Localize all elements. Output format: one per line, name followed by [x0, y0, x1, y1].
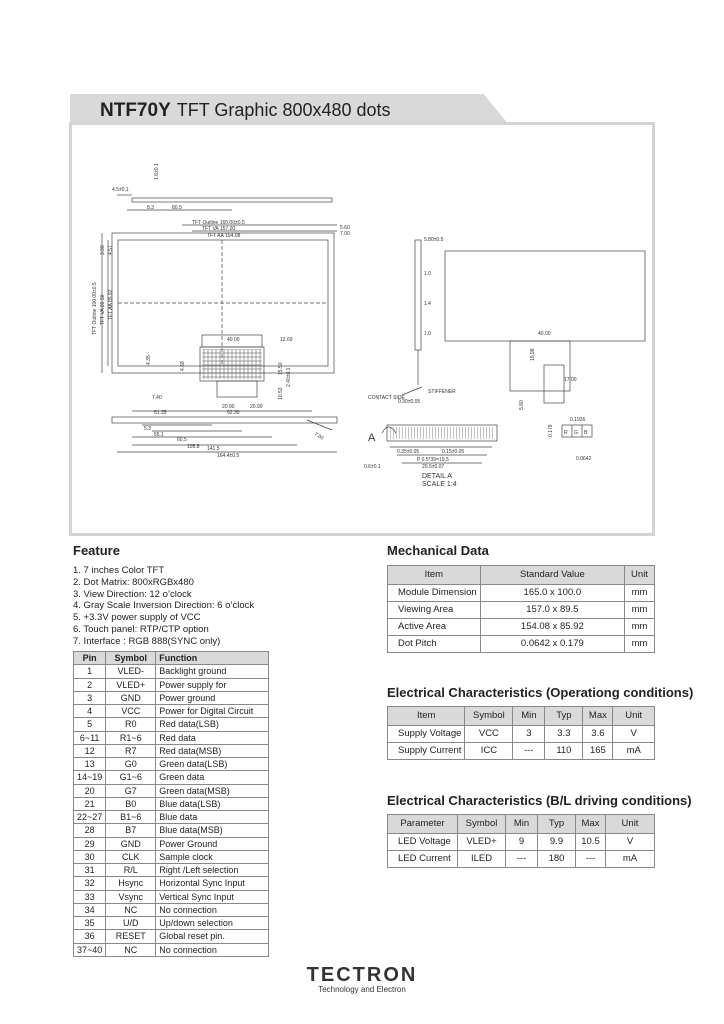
- dim-label: 1.4: [424, 301, 431, 307]
- table-cell: 0.0642 x 0.179: [480, 636, 624, 653]
- table-cell: Right /Left selection: [156, 864, 269, 877]
- dim-label: TFT VA 89.50: [100, 294, 106, 325]
- table-cell: Vsync: [106, 890, 156, 903]
- dim-label: 4.57: [108, 245, 114, 255]
- table-cell: 4: [74, 705, 106, 718]
- dim-label: 0.30±0.05: [398, 399, 421, 405]
- model-name: NTF70Y: [100, 100, 171, 121]
- pin-row: [74, 771, 269, 784]
- col-max: Max: [576, 815, 606, 834]
- table-cell: Module Dimension: [388, 585, 481, 602]
- feature-item: 5. +3.3V power supply of VCC: [73, 612, 201, 624]
- pin-row: [74, 850, 269, 863]
- table-cell: mA: [606, 851, 655, 868]
- dim-label: 7.40: [152, 395, 162, 401]
- table-cell: VLED+: [458, 834, 506, 851]
- table-cell: VCC: [106, 705, 156, 718]
- table-cell: ---: [576, 851, 606, 868]
- dim-label: 0.35±0.05: [397, 449, 420, 455]
- table-cell: mm: [625, 585, 655, 602]
- table-cell: 28: [74, 824, 106, 837]
- table-header: [388, 707, 655, 726]
- table-cell: Power ground: [156, 691, 269, 704]
- table-cell: Active Area: [388, 619, 481, 636]
- dim-label: TFT Outline 165.00±0.5: [192, 220, 245, 226]
- dim-label: 5.3: [144, 426, 151, 432]
- dim-label: 0.0642: [576, 456, 592, 462]
- table-header: [388, 815, 655, 834]
- table-cell: Supply Voltage: [388, 726, 465, 743]
- pin-row: [74, 877, 269, 890]
- col-unit: Unit: [625, 566, 655, 585]
- dim-label: 8.3: [147, 205, 154, 211]
- pin-row: [74, 824, 269, 837]
- dim-label: 20.5±0.07: [422, 464, 445, 470]
- col-typ: Typ: [538, 815, 576, 834]
- table-cell: 20: [74, 784, 106, 797]
- col-parameter: Parameter: [388, 815, 458, 834]
- table-cell: 6~11: [74, 731, 106, 744]
- page-title: [100, 100, 391, 122]
- pin-row: [74, 665, 269, 678]
- dim-label: TFT Outline 100.00±0.5: [92, 282, 98, 335]
- table-cell: R/L: [106, 864, 156, 877]
- table-cell: B1~6: [106, 811, 156, 824]
- table-cell: 37~40: [74, 943, 106, 956]
- table-cell: G7: [106, 784, 156, 797]
- table-cell: 34: [74, 903, 106, 916]
- dim-label: 60.5: [177, 437, 187, 443]
- table-row: [388, 636, 655, 653]
- dim-label: 5.60: [340, 225, 350, 231]
- dim-label: 15.98: [530, 348, 536, 361]
- dim-label: 141.5: [207, 446, 220, 452]
- table-cell: GND: [106, 691, 156, 704]
- col-typ: Typ: [545, 707, 583, 726]
- electrical-bl-title: Electrical Characteristics (B/L driving conditions): [387, 793, 692, 808]
- dim-label: 40.00: [227, 337, 240, 343]
- feature-item: 1. 7 inches Color TFT: [73, 565, 165, 576]
- table-cell: ICC: [465, 743, 513, 760]
- dim-label: 105.8: [187, 444, 200, 450]
- col-value: Standard Value: [480, 566, 624, 585]
- dim-label: 3.98: [100, 245, 106, 255]
- table-cell: 32: [74, 877, 106, 890]
- dim-label: 0.6±0.1: [364, 464, 381, 470]
- dim-label: 1.6±0.1: [154, 163, 160, 180]
- table-cell: Blue data(MSB): [156, 824, 269, 837]
- col-min: Min: [513, 707, 545, 726]
- table-cell: CLK: [106, 850, 156, 863]
- fpc-grid: [202, 349, 262, 379]
- table-header: [388, 566, 655, 585]
- table-cell: G1~6: [106, 771, 156, 784]
- table-cell: 9: [506, 834, 538, 851]
- table-cell: Green data(MSB): [156, 784, 269, 797]
- dim-label: TFT VA 157.00: [202, 226, 236, 232]
- pin-row: [74, 903, 269, 916]
- pin-row: [74, 890, 269, 903]
- table-cell: Power supply for: [156, 678, 269, 691]
- feature-item: 7. Interface : RGB 888(SYNC only): [73, 635, 221, 647]
- table-row: [388, 585, 655, 602]
- table-cell: 3.3: [545, 726, 583, 743]
- table-cell: Horizontal Sync Input: [156, 877, 269, 890]
- dim-label: 0.1926: [570, 417, 586, 423]
- table-cell: 165.0 x 100.0: [480, 585, 624, 602]
- table-cell: 35: [74, 917, 106, 930]
- table-cell: 22~27: [74, 811, 106, 824]
- feature-list: [73, 565, 254, 648]
- col-max: Max: [583, 707, 613, 726]
- electrical-operating-title: Electrical Characteristics (Operationg conditions): [387, 685, 694, 700]
- electrical-operating-table: [387, 706, 655, 760]
- dim-label: 4.68: [180, 361, 186, 371]
- table-cell: mm: [625, 636, 655, 653]
- dim-label: 164.4±0.5: [217, 453, 240, 459]
- table-cell: NC: [106, 903, 156, 916]
- table-row: [388, 834, 655, 851]
- table-cell: Red data(LSB): [156, 718, 269, 731]
- dim-label: TFT AA 85.92: [108, 289, 114, 320]
- table-cell: 5: [74, 718, 106, 731]
- pin-row: [74, 797, 269, 810]
- dim-label: 7.00: [340, 231, 350, 237]
- col-item: Item: [388, 566, 481, 585]
- detail-caption: DETAIL A: [422, 473, 452, 480]
- table-cell: 14~19: [74, 771, 106, 784]
- company-logo: [300, 964, 424, 994]
- dim-label: 5.80: [519, 400, 525, 410]
- table-cell: Viewing Area: [388, 602, 481, 619]
- table-cell: VLED-: [106, 665, 156, 678]
- dim-label: 17.00: [564, 377, 577, 383]
- table-cell: ILED: [458, 851, 506, 868]
- table-cell: mm: [625, 602, 655, 619]
- drawing-svg: [72, 125, 652, 533]
- table-cell: Red data: [156, 731, 269, 744]
- pin-row: [74, 731, 269, 744]
- table-cell: Supply Current: [388, 743, 465, 760]
- table-cell: Sample clock: [156, 850, 269, 863]
- dim-label: 5.80±0.5: [424, 237, 444, 243]
- table-cell: Hsync: [106, 877, 156, 890]
- dim-label: CONTACT SIDE: [368, 395, 405, 401]
- table-cell: Red data(MSB): [156, 744, 269, 757]
- table-cell: NC: [106, 943, 156, 956]
- feature-item: 6. Touch panel: RTP/CTP option: [73, 623, 209, 635]
- table-cell: 13: [74, 758, 106, 771]
- table-cell: Blue data(LSB): [156, 797, 269, 810]
- dim-label: 4.35: [146, 355, 152, 365]
- dim-label: 2.40±0.1: [286, 367, 292, 387]
- table-cell: 2: [74, 678, 106, 691]
- table-row: [388, 619, 655, 636]
- table-cell: No connection: [156, 943, 269, 956]
- table-cell: Dot Pitch: [388, 636, 481, 653]
- dim-label: 62.30: [227, 410, 240, 416]
- table-cell: mm: [625, 619, 655, 636]
- table-cell: B7: [106, 824, 156, 837]
- table-cell: R1~6: [106, 731, 156, 744]
- table-cell: 36: [74, 930, 106, 943]
- feature-item: 3. View Direction: 12 o’clock: [73, 588, 192, 600]
- table-cell: 30: [74, 850, 106, 863]
- pin-row: [74, 837, 269, 850]
- rear-view: [445, 251, 645, 341]
- col-symbol: Symbol: [106, 652, 156, 665]
- table-cell: 154.08 x 85.92: [480, 619, 624, 636]
- dim-label: G: [574, 430, 578, 436]
- pin-row: [74, 744, 269, 757]
- table-cell: Blue data: [156, 811, 269, 824]
- table-cell: ---: [513, 743, 545, 760]
- table-row: [388, 602, 655, 619]
- table-cell: V: [606, 834, 655, 851]
- table-cell: V: [613, 726, 655, 743]
- table-cell: LED Current: [388, 851, 458, 868]
- feature-item: 4. Gray Scale Inversion Direction: 6 o’clock: [73, 600, 255, 612]
- mechanical-title: Mechanical Data: [387, 543, 489, 558]
- table-cell: VCC: [465, 726, 513, 743]
- model-subtitle: TFT Graphic 800x480 dots: [176, 100, 391, 120]
- table-row: [388, 851, 655, 868]
- table-row: [388, 726, 655, 743]
- table-cell: Vertical Sync Input: [156, 890, 269, 903]
- dim-label: 20.90: [222, 404, 235, 410]
- dim-label: 15.50: [278, 362, 284, 375]
- pin-row: [74, 784, 269, 797]
- table-cell: 10.5: [576, 834, 606, 851]
- table-cell: 180: [538, 851, 576, 868]
- pin-row: [74, 917, 269, 930]
- table-cell: Green data(LSB): [156, 758, 269, 771]
- table-cell: Power for Digital Circuit: [156, 705, 269, 718]
- dim-label: 51.35: [154, 410, 167, 416]
- mechanical-table: [387, 565, 655, 653]
- dim-label: 1.0: [424, 271, 431, 277]
- pin-table: [73, 651, 269, 957]
- pin-row: [74, 930, 269, 943]
- col-unit: Unit: [606, 815, 655, 834]
- detail-caption: SCALE 1:4: [422, 481, 457, 488]
- col-unit: Unit: [613, 707, 655, 726]
- pin-row: [74, 943, 269, 956]
- col-function: Function: [156, 652, 269, 665]
- col-symbol: Symbol: [465, 707, 513, 726]
- detail-marker: A: [368, 432, 376, 444]
- dim-label: P 0.5*39=19.5: [417, 457, 449, 463]
- logo-name: TECTRON: [306, 964, 418, 986]
- col-item: Item: [388, 707, 465, 726]
- dim-label: 40.00: [538, 331, 551, 337]
- dim-label: 20.90: [250, 404, 263, 410]
- connector-pins: [390, 427, 494, 439]
- dim-label: 1.0: [424, 331, 431, 337]
- pin-row: [74, 691, 269, 704]
- side-view: [415, 240, 421, 350]
- table-cell: ---: [506, 851, 538, 868]
- feature-title: Feature: [73, 543, 120, 558]
- table-cell: Global reset pin.: [156, 930, 269, 943]
- pin-row: [74, 705, 269, 718]
- col-min: Min: [506, 815, 538, 834]
- table-cell: 3.6: [583, 726, 613, 743]
- table-cell: RESET: [106, 930, 156, 943]
- dim-label: 4.5±0.1: [112, 187, 129, 193]
- pin-table-header: [74, 652, 269, 665]
- table-cell: G0: [106, 758, 156, 771]
- dim-label: 0.15±0.05: [442, 449, 465, 455]
- dim-label: 10.53: [278, 387, 284, 400]
- dim-label: 0.179: [548, 424, 554, 437]
- table-cell: 3: [74, 691, 106, 704]
- dim-label: STIFFENER: [428, 389, 456, 395]
- table-cell: LED Voltage: [388, 834, 458, 851]
- feature-item: 2. Dot Matrix: 800xRGBx480: [73, 576, 194, 588]
- pin-row: [74, 678, 269, 691]
- table-cell: GND: [106, 837, 156, 850]
- dim-label: 12.69: [280, 337, 293, 343]
- mechanical-drawing: [69, 122, 655, 536]
- logo-tagline: Technology and Electron: [318, 985, 406, 994]
- table-cell: R7: [106, 744, 156, 757]
- table-cell: Up/down selection: [156, 917, 269, 930]
- table-cell: No connection: [156, 903, 269, 916]
- col-pin: Pin: [74, 652, 106, 665]
- table-cell: VLED+: [106, 678, 156, 691]
- dim-label: 80.5: [172, 205, 182, 211]
- table-cell: U/D: [106, 917, 156, 930]
- table-cell: 31: [74, 864, 106, 877]
- table-cell: B0: [106, 797, 156, 810]
- dim-label: R: [564, 430, 568, 436]
- table-cell: 9.9: [538, 834, 576, 851]
- pin-row: [74, 758, 269, 771]
- table-cell: 33: [74, 890, 106, 903]
- table-cell: Backlight ground: [156, 665, 269, 678]
- table-cell: R0: [106, 718, 156, 731]
- dim-label: 7.00: [313, 431, 325, 442]
- table-row: [388, 743, 655, 760]
- pin-row: [74, 864, 269, 877]
- pin-row: [74, 718, 269, 731]
- table-cell: 29: [74, 837, 106, 850]
- electrical-bl-table: [387, 814, 655, 868]
- table-cell: 12: [74, 744, 106, 757]
- table-cell: 110: [545, 743, 583, 760]
- table-cell: 165: [583, 743, 613, 760]
- table-cell: 21: [74, 797, 106, 810]
- table-cell: Green data: [156, 771, 269, 784]
- top-edge-view: [132, 198, 332, 202]
- dim-label: 55.1: [154, 432, 164, 438]
- dim-label: TFT AA 154.08: [207, 233, 241, 239]
- bottom-edge-view: [112, 417, 337, 423]
- pin-row: [74, 811, 269, 824]
- table-cell: 157.0 x 89.5: [480, 602, 624, 619]
- table-cell: Power Ground: [156, 837, 269, 850]
- table-cell: 1: [74, 665, 106, 678]
- col-symbol: Symbol: [458, 815, 506, 834]
- dim-label: B: [584, 430, 588, 436]
- table-cell: 3: [513, 726, 545, 743]
- table-cell: mA: [613, 743, 655, 760]
